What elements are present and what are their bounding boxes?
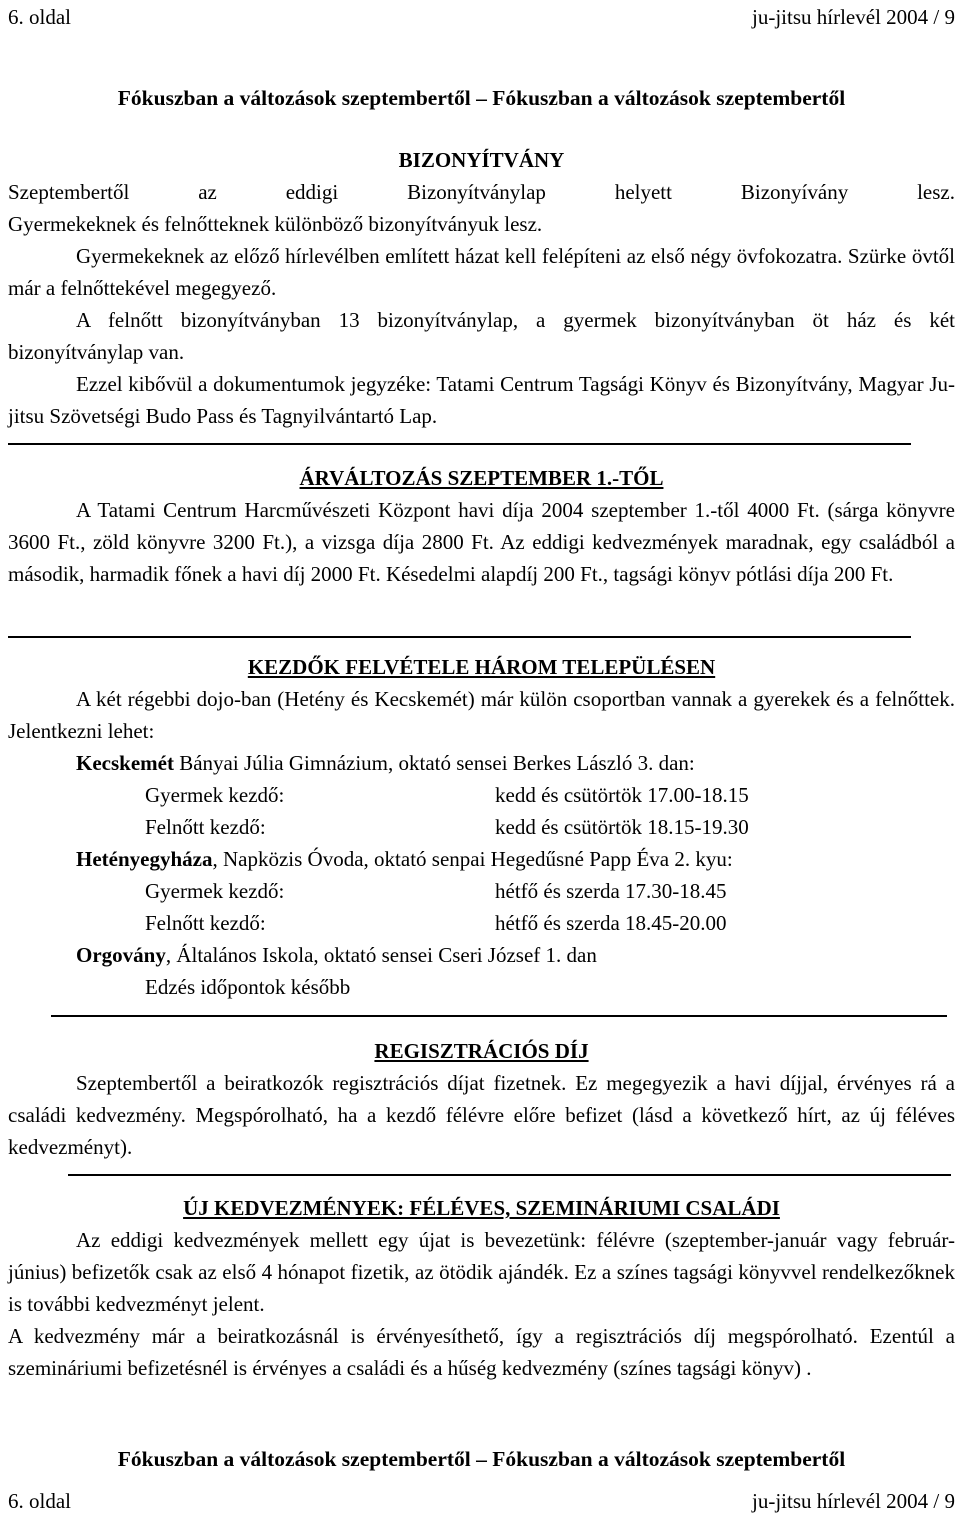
schedule-row <box>8 779 955 811</box>
paragraph: Ezzel kibővül a dokumentumok jegyzéke: Tatami Centrum Tagsági Könyv és Bizonyítvány, Magyar Ju-jitsu Szövetségi Budo Pass és Tagnyilvántartó Lap. <box>8 372 955 428</box>
schedule-note: Edzés időpontok később <box>145 975 351 999</box>
section-title: ÚJ KEDVEZMÉNYEK: FÉLÉVES, SZEMINÁRIUMI CSALÁDI <box>183 1196 780 1220</box>
paragraph: Gyermekeknek az előző hírlevélben említett házat kell felépíteni az első négy övfokozatra. Szürke övtől már a felnőttekével megegyező. <box>8 244 955 300</box>
issue-label: ju-jitsu hírlevél 2004 / 9 <box>752 5 955 29</box>
group-time: hétfő és szerda 18.45-20.00 <box>495 911 727 935</box>
page-header <box>8 1 955 33</box>
focus-banner-bottom: Fókuszban a változások szeptembertől – Fókuszban a változások szeptembertől <box>117 1447 846 1471</box>
divider <box>51 1015 947 1017</box>
section-title: KEZDŐK FELVÉTELE HÁROM TELEPÜLÉSEN <box>247 655 716 679</box>
location-name: Kecskemét <box>76 751 174 775</box>
location-name: Orgovány <box>76 943 166 967</box>
divider <box>68 1174 951 1176</box>
section-price-change <box>8 462 955 590</box>
section-title: BIZONYÍTVÁNY <box>398 148 565 172</box>
location-name: Hetényegyháza <box>76 847 213 871</box>
group-label: Gyermek kezdő: <box>145 879 285 903</box>
schedule-row <box>8 907 955 939</box>
page-footer <box>8 1485 955 1517</box>
paragraph: A kedvezmény már a beiratkozásnál is érvényesíthető, így a regisztrációs díj megspórolható. Ezentúl a szemináriumi befizetésnél is érvényes a családi és a hűség kedvezmény (színes tagsági könyv) . <box>8 1324 955 1380</box>
group-label: Felnőtt kezdő: <box>145 815 266 839</box>
paragraph: A Tatami Centrum Harcművészeti Központ havi díja 2004 szeptember 1.-től 4000 Ft. (sárga könyvre 3600 Ft., zöld könyvre 3200 Ft.), a vizsga díja 2800 Ft. Az eddigi kedvezmények maradnak, egy családból a második, harmadik főnek a havi díj 2000 Ft. Késedelmi alapdíj 200 Ft., tagsági könyv pótlási díja 200 Ft. <box>8 498 955 586</box>
divider <box>8 443 911 445</box>
group-label: Felnőtt kezdő: <box>145 911 266 935</box>
divider <box>8 636 911 638</box>
schedule-row <box>8 811 955 843</box>
paragraph: A felnőtt bizonyítványban 13 bizonyítványlap, a gyermek bizonyítványban öt ház és két bizonyítványlap van. <box>8 308 955 364</box>
paragraph: Az eddigi kedvezmények mellett egy újat is bevezetünk: félévre (szeptember-január vagy február-június) befizetők csak az első 4 hónapot fizetik, az ötödik ajándék. Ez a színes tagsági könyvvel rendelkezőknek is további kedvezményt jelent. <box>8 1228 955 1316</box>
section-certificate <box>8 144 955 432</box>
location-hetenyegyhaza <box>8 843 955 875</box>
paragraph: Szeptembertől a beiratkozók regisztrációs díjat fizetnek. Ez megegyezik a havi díjjal, érvényes rá a családi kedvezmény. Megspórolható, ha a kezdő félévre előre befizet (lásd a következő hírt, az új féléves kedvezményt). <box>8 1071 955 1159</box>
group-time: hétfő és szerda 17.30-18.45 <box>495 879 727 903</box>
issue-label: ju-jitsu hírlevél 2004 / 9 <box>752 1489 955 1513</box>
group-label: Gyermek kezdő: <box>145 783 285 807</box>
group-time: kedd és csütörtök 18.15-19.30 <box>495 815 749 839</box>
page-number: 6. oldal <box>8 5 71 29</box>
location-orgovany <box>8 939 955 971</box>
paragraph: Szeptembertől az eddigi Bizonyítványlap helyett Bizonyívány lesz. <box>8 180 955 204</box>
location-details: , Napközis Óvoda, oktató senpai Hegedűsné Papp Éva 2. kyu: <box>212 847 733 871</box>
section-new-discounts <box>8 1192 955 1384</box>
group-time: kedd és csütörtök 17.00-18.15 <box>495 783 749 807</box>
location-details: Bányai Júlia Gimnázium, oktató sensei Berkes László 3. dan: <box>173 751 695 775</box>
location-kecskemet <box>8 747 955 779</box>
page-number: 6. oldal <box>8 1489 71 1513</box>
section-beginners <box>8 651 955 1003</box>
section-registration-fee <box>8 1035 955 1163</box>
section-title: ÁRVÁLTOZÁS SZEPTEMBER 1.-TŐL <box>299 466 664 490</box>
section-title: REGISZTRÁCIÓS DÍJ <box>374 1039 589 1063</box>
paragraph: A két régebbi dojo-ban (Hetény és Kecskemét) már külön csoportban vannak a gyerekek és a felnőttek. Jelentkezni lehet: <box>8 687 955 743</box>
schedule-row <box>8 875 955 907</box>
paragraph: Gyermekeknek és felnőtteknek különböző bizonyítványuk lesz. <box>8 212 543 236</box>
focus-banner-top: Fókuszban a változások szeptembertől – Fókuszban a változások szeptembertől <box>117 86 846 110</box>
location-details: , Általános Iskola, oktató sensei Cseri József 1. dan <box>165 943 597 967</box>
